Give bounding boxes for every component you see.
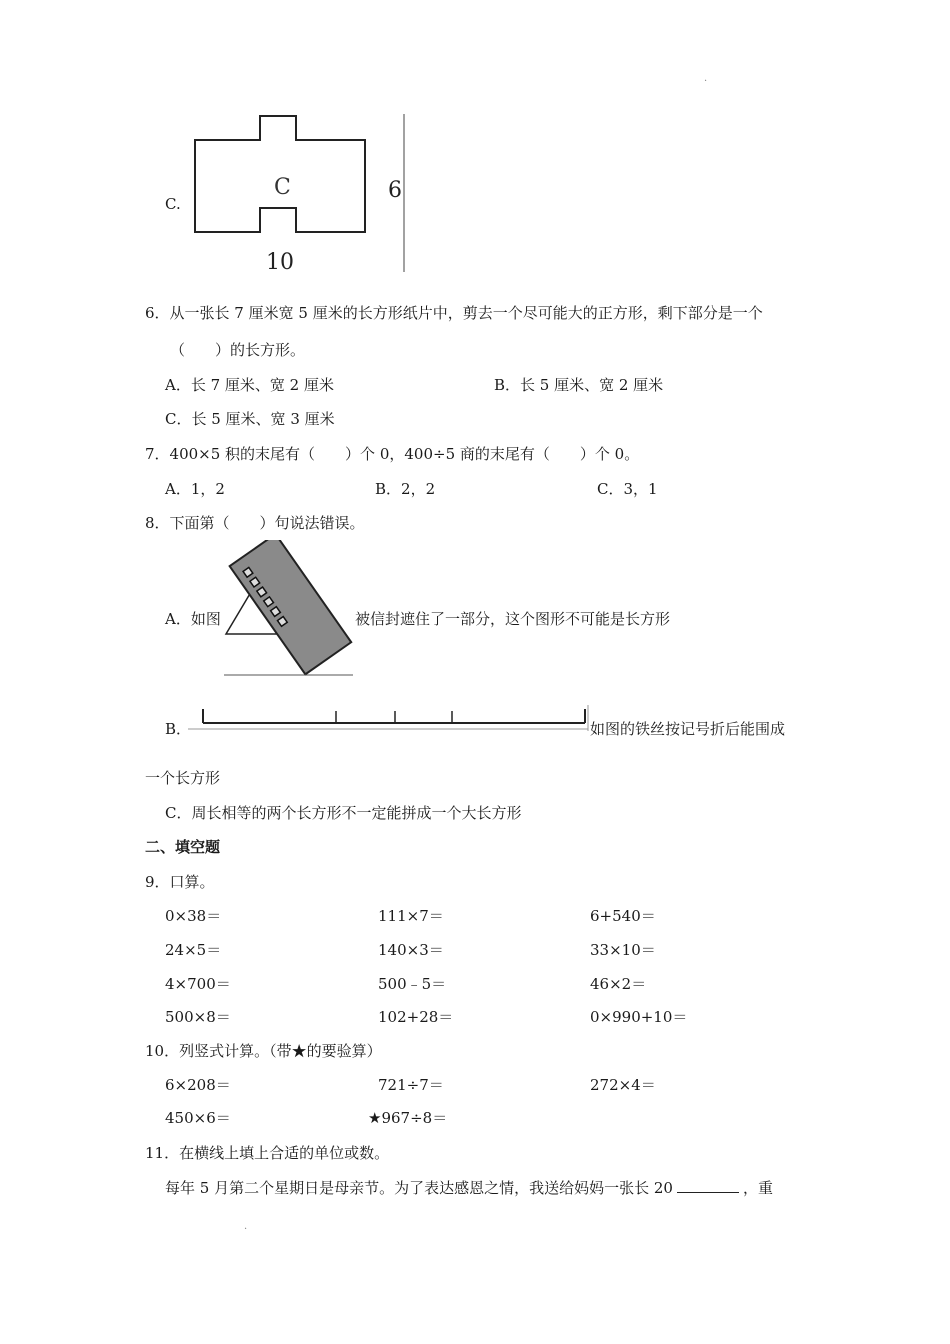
q11-text-tail: ，重 [742, 1179, 773, 1197]
q8-option-b-cont: 一个长方形 [145, 769, 221, 787]
vertical-item: 6×208＝ [165, 1076, 231, 1094]
q8-option-a-pre: A．如图 [165, 610, 221, 628]
shape-c-letter: C [274, 175, 291, 200]
oral-item: 24×5＝ [165, 941, 222, 959]
oral-item: 111×7＝ [378, 907, 444, 925]
envelope-figure [223, 540, 355, 678]
oral-item: 0×38＝ [165, 907, 222, 925]
page-dot: · [244, 1224, 248, 1235]
q9-stem: 9．口算。 [145, 873, 215, 891]
q6-line1: 6．从一张长 7 厘米宽 5 厘米的长方形纸片中，剪去一个尽可能大的正方形，剩下部分是一个 [145, 304, 763, 322]
q11-stem: 11．在横线上填上合适的单位或数。 [145, 1144, 390, 1162]
q7-option-b: B．2，2 [375, 480, 436, 498]
height-label: 6 [388, 178, 402, 203]
vertical-item: 272×4＝ [590, 1076, 656, 1094]
q8-option-a-post: 被信封遮住了一部分，这个图形不可能是长方形 [355, 610, 671, 628]
vertical-item: ★967÷8＝ [368, 1109, 448, 1127]
q8-stem: 8．下面第（ ）句说法错误。 [145, 514, 365, 532]
q8-option-b-pre: B． [165, 720, 192, 738]
oral-item: 6+540＝ [590, 907, 656, 925]
oral-item: 500﹣5＝ [378, 975, 447, 993]
q7-stem: 7．400×5 积的末尾有（ ）个 0，400÷5 商的末尾有（ ）个 0。 [145, 445, 640, 463]
oral-item: 500×8＝ [165, 1008, 231, 1026]
page-dot: · [704, 76, 708, 87]
q8-option-c: C．周长相等的两个长方形不一定能拼成一个大长方形 [165, 804, 522, 822]
shape-c-figure [190, 112, 410, 277]
q6-option-a: A．长 7 厘米、宽 2 厘米 [165, 376, 334, 394]
q6-option-c: C．长 5 厘米、宽 3 厘米 [165, 410, 335, 428]
q8-option-b-post: 如图的铁丝按记号折后能围成 [590, 720, 786, 738]
vertical-item: 450×6＝ [165, 1109, 231, 1127]
oral-item: 46×2＝ [590, 975, 647, 993]
option-c-label: C. [165, 195, 181, 213]
q10-stem: 10．列竖式计算。（带★的要验算） [145, 1042, 382, 1060]
section-heading: 二、填空题 [145, 838, 221, 856]
q11-text-main: 每年 5 月第二个星期日是母亲节。为了表达感恩之情，我送给妈妈一张长 20 [165, 1179, 673, 1197]
q11-blank[interactable] [677, 1178, 739, 1193]
oral-item: 140×3＝ [378, 941, 444, 959]
oral-item: 4×700＝ [165, 975, 231, 993]
q11-text [165, 1178, 773, 1198]
width-label: 10 [266, 250, 294, 275]
oral-item: 102+28＝ [378, 1008, 454, 1026]
wire-figure [188, 703, 590, 733]
q7-option-c: C．3，1 [597, 480, 658, 498]
oral-item: 33×10＝ [590, 941, 656, 959]
q6-option-b: B．长 5 厘米、宽 2 厘米 [494, 376, 664, 394]
vertical-item: 721÷7＝ [378, 1076, 444, 1094]
q7-option-a: A．1，2 [165, 480, 225, 498]
oral-item: 0×990+10＝ [590, 1008, 688, 1026]
q6-line2: （ ）的长方形。 [170, 341, 306, 359]
